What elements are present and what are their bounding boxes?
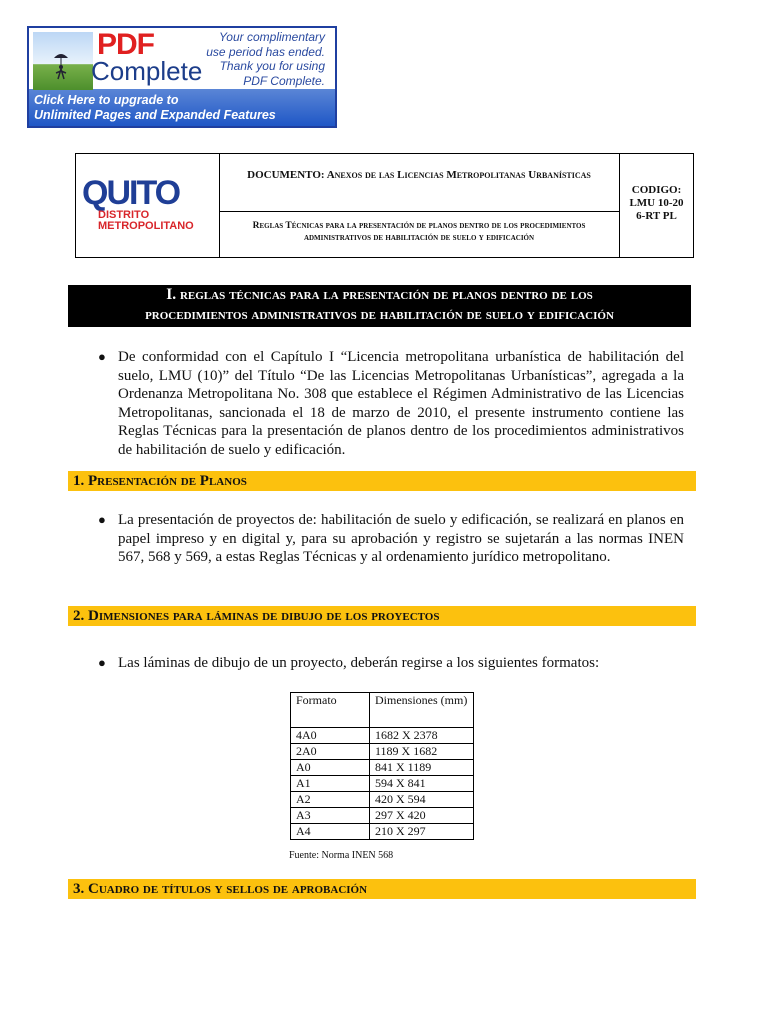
document-title: Anexos de las Licencias Metropolitanas Urbanísticas bbox=[326, 169, 591, 181]
table-row bbox=[291, 760, 474, 776]
section3-heading: 3. Cuadro de títulos y sellos de aprobación bbox=[68, 879, 696, 899]
document-label: DOCUMENTO: bbox=[247, 169, 325, 181]
section1-heading: 1. Presentación de Planos bbox=[68, 471, 696, 491]
table-row bbox=[291, 728, 474, 744]
complete-brand-text: Complete bbox=[91, 56, 203, 86]
table-cell: 594 X 841 bbox=[370, 776, 474, 792]
table-header-cell: Dimensiones (mm) bbox=[370, 693, 474, 728]
pdf-brand-text: PDF bbox=[97, 28, 154, 61]
table-cell: 297 X 420 bbox=[370, 808, 474, 824]
section2-paragraph: Las láminas de dibujo de un proyecto, deberán regirse a los siguientes formatos: bbox=[118, 655, 600, 671]
intro-paragraph: De conformidad con el Capítulo I “Licencia metropolitana urbanística de habilitación del suelo, LMU (10)” del Título “De las Licencias Metropolitanas Urbanísticas”, agregada a la Ordenanza Metropolitana No. 308 que establece el Régimen Administrativo de las Licencias Metropolitanas, sancionada el 18 de marzo de 2010, el presente instrumento contiene las Reglas Técnicas para la presentación de planos dentro de los procedimientos administrativos de habilitación de suelo y edificación. bbox=[118, 349, 684, 458]
bullet-icon: ● bbox=[98, 655, 106, 670]
table-cell: 420 X 594 bbox=[370, 792, 474, 808]
upgrade-link[interactable] bbox=[34, 93, 276, 123]
quito-logo-word: QUITO bbox=[82, 174, 180, 212]
table-cell: A2 bbox=[291, 792, 370, 808]
formats-table bbox=[290, 692, 474, 840]
table-row bbox=[291, 792, 474, 808]
upgrade-line[interactable]: Unlimited Pages and Expanded Features bbox=[34, 108, 276, 122]
table-header-row bbox=[291, 693, 474, 728]
pdf-complete-banner[interactable] bbox=[27, 26, 337, 128]
code-line: LMU 10-20 bbox=[629, 197, 684, 209]
table-cell: A3 bbox=[291, 808, 370, 824]
promo-text bbox=[185, 30, 325, 88]
table-cell: 2A0 bbox=[291, 744, 370, 760]
code-cell bbox=[620, 154, 693, 257]
bullet-icon: ● bbox=[98, 512, 106, 527]
document-title-cell bbox=[219, 154, 620, 212]
table-row bbox=[291, 808, 474, 824]
main-section-heading bbox=[68, 285, 691, 327]
bullet-icon: ● bbox=[98, 349, 106, 364]
promo-line: Thank you for using bbox=[219, 59, 325, 73]
promo-line: use period has ended. bbox=[206, 44, 325, 59]
promo-line: PDF Complete. bbox=[243, 73, 325, 88]
table-row bbox=[291, 744, 474, 760]
quito-logo-subtitle bbox=[98, 210, 194, 232]
table-cell: 1189 X 1682 bbox=[370, 744, 474, 760]
table-cell: A4 bbox=[291, 824, 370, 840]
table-cell: 1682 X 2378 bbox=[370, 728, 474, 744]
code-line: 6-RT PL bbox=[636, 210, 677, 222]
table-source-note: Fuente: Norma INEN 568 bbox=[289, 850, 394, 861]
code-line: CODIGO: bbox=[631, 184, 682, 196]
table-cell: A0 bbox=[291, 760, 370, 776]
table-cell: 4A0 bbox=[291, 728, 370, 744]
table-header-cell: Formato bbox=[291, 693, 370, 728]
quito-sub-line: DISTRITO bbox=[98, 209, 150, 221]
main-heading-line: procedimientos administrativos de habilitación de suelo y edificación bbox=[145, 306, 614, 323]
section2-heading: 2. Dimensiones para láminas de dibujo de los proyectos bbox=[68, 606, 696, 626]
section1-bullet bbox=[98, 511, 684, 567]
table-cell: A1 bbox=[291, 776, 370, 792]
promo-line: Your complimentary bbox=[218, 30, 325, 44]
document-header-table bbox=[75, 153, 694, 258]
upgrade-line[interactable]: Click Here to upgrade to bbox=[34, 93, 179, 107]
table-row bbox=[291, 776, 474, 792]
rules-title: Reglas Técnicas para la presentación de planos dentro de los procedimientos administrativos de habilitación de suelo y edificación bbox=[252, 221, 586, 243]
logo-cell bbox=[76, 154, 220, 257]
umbrella-figure-icon bbox=[33, 32, 93, 90]
section1-paragraph: La presentación de proyectos de: habilitación de suelo y edificación, se realizará en planos en papel impreso y en digital y, para su aprobación y registro se sujetarán a las normas INEN 567, 568 y 569, a estas Reglas Técnicas y al ordenamiento jurídico metropolitano. bbox=[118, 512, 684, 565]
code-text bbox=[620, 154, 693, 223]
table-cell: 841 X 1189 bbox=[370, 760, 474, 776]
intro-bullet bbox=[98, 348, 684, 459]
quito-sub-line: METROPOLITANO bbox=[98, 220, 194, 232]
figure-icon bbox=[53, 52, 69, 80]
section2-bullet bbox=[98, 654, 684, 673]
quito-logo bbox=[82, 174, 214, 236]
table-cell: 210 X 297 bbox=[370, 824, 474, 840]
main-heading-line: I. reglas técnicas para la presentación de planos dentro de los bbox=[166, 286, 593, 303]
rules-title-cell bbox=[219, 212, 620, 257]
table-row bbox=[291, 824, 474, 840]
